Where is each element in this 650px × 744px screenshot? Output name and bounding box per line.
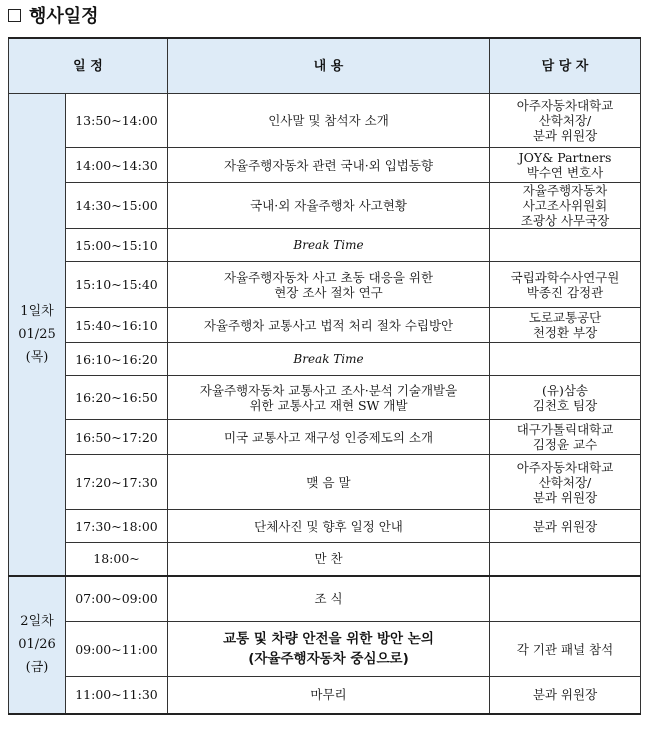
schedule-table — [8, 37, 641, 715]
table-row — [9, 376, 641, 420]
cell-line: 국립과학수사연구원 — [510, 269, 620, 285]
time-cell: 11:00~11:30 — [66, 677, 168, 714]
cell-line: 도로교통공단 — [528, 310, 602, 325]
time-cell: 16:50~17:20 — [66, 420, 168, 455]
table-row — [9, 510, 641, 543]
time-cell: 15:40~16:10 — [66, 308, 168, 343]
content-cell — [168, 376, 490, 420]
table-row — [9, 148, 641, 183]
content-cell — [168, 229, 490, 262]
cell-line: 국내·외 자율주행차 사고현황 — [250, 198, 407, 213]
cell-line: 마무리 — [310, 687, 347, 703]
owner-cell — [490, 576, 641, 622]
table-row — [9, 343, 641, 376]
owner-cell — [490, 262, 641, 308]
content-cell — [168, 94, 490, 148]
table-row — [9, 420, 641, 455]
cell-line: 교통 및 차량 안전을 위한 방안 논의 — [223, 631, 434, 647]
owner-cell — [490, 543, 641, 576]
day-cell — [9, 576, 66, 714]
time-cell: 14:00~14:30 — [66, 148, 168, 183]
cell-line: 각 기관 패널 참석 — [516, 641, 614, 657]
content-cell — [168, 677, 490, 714]
cell-line: 산학처장/ — [538, 113, 592, 128]
day-date: 01/26 — [18, 637, 56, 652]
cell-line: 자율주행자동차 교통사고 조사·분석 기술개발을 — [199, 382, 458, 398]
checkbox-square-icon — [8, 9, 21, 22]
cell-line: 천정환 부장 — [532, 325, 598, 340]
time-cell: 07:00~09:00 — [66, 576, 168, 622]
cell-line: 대구가톨릭대학교 — [516, 422, 614, 437]
content-cell — [168, 576, 490, 622]
table-row — [9, 262, 641, 308]
owner-cell — [490, 183, 641, 229]
cell-line: Break Time — [293, 237, 364, 252]
time-cell: 15:00~15:10 — [66, 229, 168, 262]
content-cell — [168, 455, 490, 510]
cell-line: 박종진 감정관 — [526, 284, 604, 300]
owner-cell — [490, 455, 641, 510]
day-label: 2일차 — [20, 614, 54, 629]
cell-line: 산학처장/ — [538, 474, 592, 490]
owner-cell — [490, 420, 641, 455]
table-row — [9, 455, 641, 510]
table-row — [9, 677, 641, 714]
table-row — [9, 229, 641, 262]
cell-line: 미국 교통사고 재구성 인증제도의 소개 — [223, 429, 434, 445]
owner-cell — [490, 94, 641, 148]
cell-line: 자율주행자동차 사고 초동 대응을 위한 — [223, 269, 434, 285]
cell-line: 분과 위원장 — [532, 128, 598, 143]
content-cell — [168, 308, 490, 343]
owner-cell — [490, 622, 641, 677]
time-cell: 15:10~15:40 — [66, 262, 168, 308]
table-row — [9, 543, 641, 576]
time-cell: 09:00~11:00 — [66, 622, 168, 677]
time-cell: 13:50~14:00 — [66, 94, 168, 148]
owner-cell — [490, 308, 641, 343]
header-time: 일 정 — [9, 38, 168, 94]
cell-line: Break Time — [293, 351, 364, 366]
time-cell: 17:30~18:00 — [66, 510, 168, 543]
table-row — [9, 308, 641, 343]
cell-line: 자율주행자동차 — [522, 183, 608, 198]
time-cell: 14:30~15:00 — [66, 183, 168, 229]
cell-line: 김천호 팀장 — [532, 397, 598, 413]
cell-line: (자율주행자동차 중심으로) — [248, 651, 409, 667]
cell-line: (유)삼송 — [542, 382, 588, 398]
section-heading — [8, 2, 99, 28]
section-title: 행사일정 — [29, 6, 99, 27]
day-date: 01/25 — [18, 326, 56, 342]
cell-line: 인사말 및 참석자 소개 — [268, 113, 389, 128]
owner-cell — [490, 343, 641, 376]
cell-line: 만 찬 — [314, 551, 343, 567]
content-cell — [168, 343, 490, 376]
cell-line: 자율주행차 교통사고 법적 처리 절차 수립방안 — [203, 317, 454, 333]
cell-line: 위한 교통사고 재현 SW 개발 — [249, 397, 408, 413]
cell-line: 김정윤 교수 — [532, 437, 598, 452]
cell-line: 분과 위원장 — [532, 687, 598, 703]
cell-line: 조 식 — [314, 591, 343, 607]
content-cell — [168, 510, 490, 543]
cell-line: JOY& Partners — [518, 150, 612, 165]
content-cell — [168, 420, 490, 455]
cell-line: 분과 위원장 — [532, 489, 598, 505]
day-label: 1일차 — [20, 303, 54, 319]
cell-line: 맺 음 말 — [306, 474, 351, 490]
owner-cell — [490, 229, 641, 262]
owner-cell — [490, 376, 641, 420]
cell-line: 자율주행자동차 관련 국내·외 입법동향 — [223, 157, 434, 173]
day-weekday: (목) — [25, 349, 49, 365]
content-cell — [168, 148, 490, 183]
cell-line: 사고조사위원회 — [522, 198, 608, 213]
content-cell — [168, 622, 490, 677]
time-cell: 18:00~ — [66, 543, 168, 576]
owner-cell — [490, 148, 641, 183]
time-cell: 16:20~16:50 — [66, 376, 168, 420]
cell-line: 아주자동차대학교 — [516, 98, 614, 113]
cell-line: 조광상 사무국장 — [520, 213, 610, 228]
table-row — [9, 183, 641, 229]
day-weekday: (금) — [25, 660, 49, 675]
cell-line: 단체사진 및 향후 일정 안내 — [254, 518, 403, 534]
cell-line: 아주자동차대학교 — [516, 459, 614, 475]
cell-line: 현장 조사 절차 연구 — [274, 284, 383, 300]
owner-cell — [490, 677, 641, 714]
time-cell: 17:20~17:30 — [66, 455, 168, 510]
table-row — [9, 622, 641, 677]
table-row — [9, 94, 641, 148]
content-cell — [168, 183, 490, 229]
header-row — [9, 38, 641, 94]
table-row — [9, 576, 641, 622]
cell-line: 분과 위원장 — [532, 518, 598, 534]
time-cell: 16:10~16:20 — [66, 343, 168, 376]
day-cell — [9, 94, 66, 576]
cell-line: 박수연 변호사 — [526, 165, 604, 180]
content-cell — [168, 543, 490, 576]
content-cell — [168, 262, 490, 308]
header-content: 내 용 — [168, 38, 490, 94]
owner-cell — [490, 510, 641, 543]
header-owner: 담 당 자 — [490, 38, 641, 94]
